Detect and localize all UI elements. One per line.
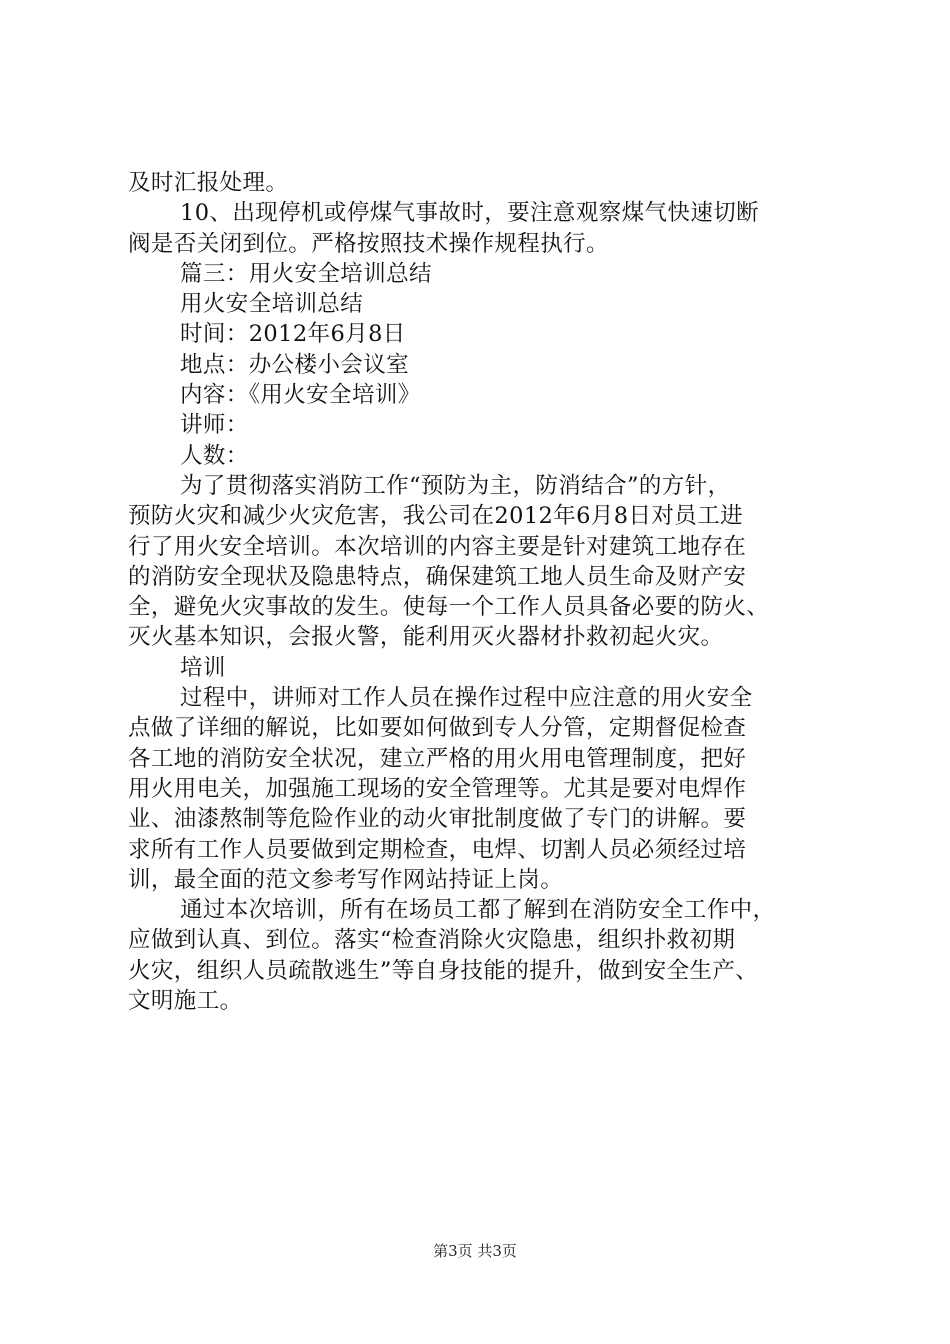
text-line: 内容：《用火安全培训》 <box>180 382 421 409</box>
page-footer: 第3页 共3页 <box>433 1242 517 1260</box>
text-line: 火灾，组织人员疏散逃生”等自身技能的提升，做到安全生产、 <box>128 957 759 984</box>
text-line: 全，避免火灾事故的发生。使每一个工作人员具备必要的防火、 <box>128 594 770 621</box>
text-line: 灭火基本知识，会报火警，能利用灭火器材扑救初起火灾。 <box>128 624 724 651</box>
text-line: 点做了详细的解说，比如要如何做到专人分管，定期督促检查 <box>128 715 747 742</box>
text-line: 行了用火安全培训。本次培训的内容主要是针对建筑工地存在 <box>128 533 747 560</box>
text-line: 业、油漆熬制等危险作业的动火审批制度做了专门的讲解。要 <box>128 806 747 833</box>
text-line: 求所有工作人员要做到定期检查，电焊、切割人员必须经过培 <box>128 836 747 863</box>
text-line: 地点：办公楼小会议室 <box>180 351 410 378</box>
text-line: 文明施工。 <box>128 988 243 1015</box>
text-line: 培训 <box>180 654 226 681</box>
text-line: 为了贯彻落实消防工作“预防为主，防消结合”的方针， <box>180 472 731 499</box>
text-line: 用火安全培训总结 <box>180 291 364 318</box>
document-body <box>128 168 828 1016</box>
text-line: 用火用电关，加强施工现场的安全管理等。尤其是要对电焊作 <box>128 775 747 802</box>
text-line: 各工地的消防安全状况，建立严格的用火用电管理制度，把好 <box>128 745 747 772</box>
text-line: 10、出现停机或停煤气事故时，要注意观察煤气快速切断 <box>180 200 760 227</box>
text-line: 预防火灾和减少火灾危害，我公司在2012年6月8日对员工进 <box>128 503 743 530</box>
text-line: 的消防安全现状及隐患特点，确保建筑工地人员生命及财产安 <box>128 563 747 590</box>
text-line: 讲师： <box>180 412 249 439</box>
text-line: 篇三：用火安全培训总结 <box>180 260 432 287</box>
text-line: 通过本次培训，所有在场员工都了解到在消防安全工作中， <box>180 897 776 924</box>
text-line: 应做到认真、到位。落实“检查消除火灾隐患，组织扑救初期 <box>128 927 736 954</box>
text-line: 及时汇报处理。 <box>128 170 289 196</box>
text-line: 过程中，讲师对工作人员在操作过程中应注意的用火安全 <box>180 685 753 712</box>
text-line: 人数： <box>180 442 249 469</box>
text-line: 阀是否关闭到位。严格按照技术操作规程执行。 <box>128 230 609 257</box>
text-line: 训，最全面的范文参考写作网站持证上岗。 <box>128 866 564 893</box>
text-line: 时间：2012年6月8日 <box>180 321 406 348</box>
